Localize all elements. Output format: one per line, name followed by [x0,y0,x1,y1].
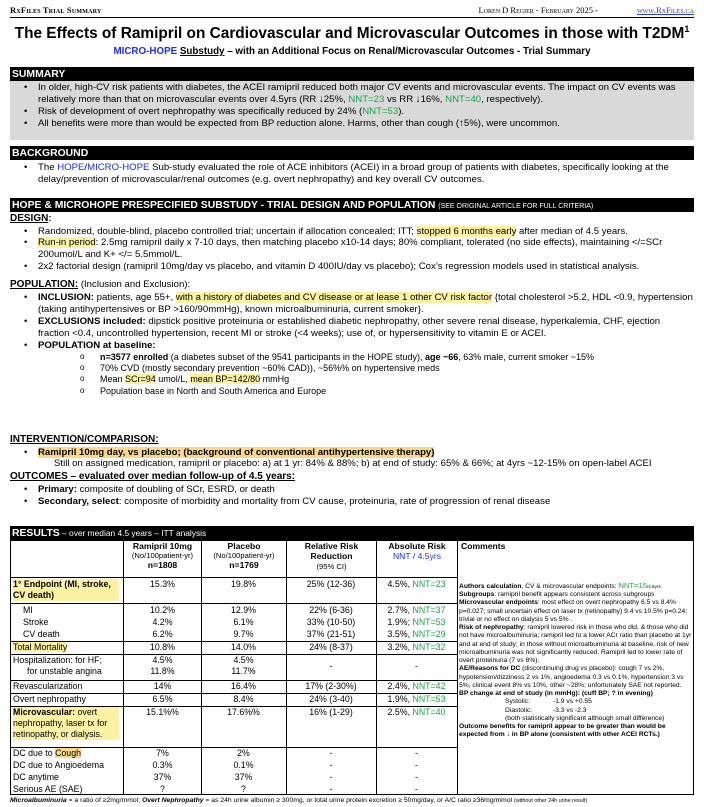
cell-arr [376,694,457,705]
secondary-outcome [10,496,694,508]
text: (No/100patient-yr) [213,551,275,561]
cell-placebo: 6.1% [233,617,254,627]
cell-ramipril: 7% [156,748,169,758]
row-label: CV death [23,629,60,639]
cell-rrr: 16% (1-29) [309,707,353,717]
text: (Inclusion and Exclusion): [78,279,191,291]
cell-ramipril: 15.1%% [146,707,179,717]
text: Relative Risk Reduction [304,541,359,562]
text: 2.7%, [387,605,413,615]
hope-name: HOPE [57,162,85,173]
text: = a ratio of ≥2mg/mmol; [66,797,142,804]
cell-arr: - [415,772,418,782]
text: Absolute Risk [388,541,446,551]
text: = as 24h urine albumin ≥ 300mg, or total urine protein excretion ≥ 50mg/day, or A/C ratio ≥36mg/mmol [203,797,515,804]
text: DC due to [13,748,56,758]
text: NNT / 4.5yrs [392,551,442,562]
nnt-value: NNT=23 [412,579,446,589]
text: (95% CI) [316,561,347,571]
row-rule [11,654,457,655]
text: -3.3 vs -2.3 [553,706,587,714]
row-rule [11,747,457,748]
population-label [10,279,694,292]
highlight: mean BP=142/80 [190,374,261,385]
summary-bullet-2 [10,106,694,118]
cell-arr [376,681,457,692]
text: ). [398,105,405,117]
text: Randomized, double-blind, placebo controlled trial; uncertain if allocation concealed; ITT; [38,225,417,237]
text: mmHg [260,374,290,385]
text: , respectively). [481,93,543,105]
baseline-sub-2 [10,363,694,374]
row-label [13,579,119,601]
text: n=1769 [229,560,259,571]
outcomes-label-text: OUTCOMES – evaluated over median follow-up of 4.5 years: [10,471,296,483]
results-heading-note: – over median 4.5 years – ITT analysis [59,528,207,538]
summary-heading-text: SUMMARY [12,69,66,80]
col-header-placebo [202,541,286,576]
cell-ramipril: 14% [153,681,172,691]
cell-placebo: 2% [237,748,250,758]
text: Authors calculation [459,583,522,590]
text: 11.7% [231,665,256,676]
comment-microvascular [459,599,695,624]
row-rule [11,680,457,681]
text: 1.9%; [387,617,413,627]
intervention-bullet [10,447,694,459]
inclusion-bullet [10,292,694,316]
col-header-arr [377,541,457,576]
comment-ae [459,665,695,690]
cell-arr: - [415,661,418,671]
highlight: SCr=94 [125,374,156,385]
baseline-sub-3 [10,374,694,385]
title-superscript: 1 [684,24,690,34]
design-bullet-3 [10,261,694,273]
row-label: Stroke [23,617,49,627]
cell-arr [376,579,457,590]
summary-bullet-1 [10,82,694,106]
comment-significance: (both statistically significant although small difference) [505,714,665,722]
text: 3.5%, [387,629,413,639]
text: -1.9 vs +0.55 [553,698,592,706]
running-header [10,4,694,18]
text: Microvascular: [13,707,76,717]
comment-subgroups [459,591,695,599]
cell-rrr: - [329,760,333,770]
subtitle-substudy: Substudy [179,46,225,57]
text: 4.5% [233,655,254,665]
text: Overt Nephropathy [141,797,204,804]
text: 70% CVD (mostly secondary prevention ~60% CAD)), ~56%% on hypertensive meds [100,363,440,374]
text: , 63% male, current smoker ~15% [458,351,595,362]
highlight: Run-in period [38,237,96,249]
cell-placebo: 0.1% [233,760,254,770]
highlight: with a history of diabetes and CV disease or at lease 1 other CV risk factor [175,291,493,303]
text: for unstable angina [27,665,102,676]
cell-arr [376,707,457,718]
text: 25%, [323,93,349,105]
text: 1.9%, [387,694,413,704]
outcomes-label [10,471,694,484]
text: Sub-study evaluated the role of ACE inhibitors (ACEI) in a broad group of patients with diabetes, specifically looking at the delay/prevention of microvascular/renal outcomes (e.g. overt nephropathy) and key overall CV outcomes. [38,162,669,185]
text: /4.5yrs [646,584,661,589]
comment-bp-change: BP change at end of study (in mmHg): (cuff BP; ? in evening) [459,690,653,698]
design-heading-text: HOPE & MICROHOPE PRESPECIFIED SUBSTUDY - TRIAL DESIGN AND POPULATION [12,200,436,211]
nnt-value: NNT=15 [618,581,647,590]
exclusion-bullet [10,316,694,340]
comment-diastolic [459,707,695,715]
row-label [13,748,123,759]
nnt-value: NNT=32 [412,642,446,652]
footnote [10,797,694,805]
comment-nephropathy [459,624,695,665]
text: {total cholesterol >5.2, HDL <0.9, hypertension (taking antihypertensives or BP >160/90mmHg), known microalbuminuria, current smoker}. [38,291,693,315]
background-bullet [10,162,694,186]
cell-placebo: 16.4% [231,681,256,691]
text: Diastolic: [505,706,533,714]
row-rule [11,693,457,694]
results-heading [10,526,694,540]
cell-rrr: 17% (2-30%) [305,681,357,691]
cell-placebo: ? [241,784,246,794]
design-bullet-2 [10,237,694,261]
cell-ramipril: 0.3% [152,760,173,770]
header-author: Loren D Regier - February 2025 - [478,5,598,15]
cell-placebo: 14.0% [231,642,256,652]
population-label-text: POPULATION: [10,279,79,291]
text: age ~66 [424,351,459,362]
label: Secondary, select [38,495,119,507]
text: Still on assigned medication, ramipril or placebo: a) at 1 yr: 84% & 88%; b) at end of study: 65% & 66%; at 4yrs ~12-15% on open-label ACEI [54,458,652,470]
background-heading-text: BACKGROUND [12,148,89,159]
cell-placebo [201,655,286,677]
intervention-label-text: INTERVENTION/COMPARISON: [10,434,159,445]
cell-rrr: - [329,661,333,671]
cell-ramipril: ? [160,784,165,794]
row-rule [11,706,457,707]
cell-ramipril: 15.3% [150,579,175,589]
label: INCLUSION: [38,291,94,303]
label: Primary: [38,483,77,495]
background-heading [10,146,694,160]
summary-list [10,82,694,130]
cell-ramipril: 6.2% [152,629,173,639]
text: : ramipril lowered risk in those who did, & those who did not have microalbuminuria; ramipril led to a lower ACr ratio than placebo at 1yr and at end of study; in those without microalbuminuria at baseline, risk of new microalbuminuria was not significantly reduced. Ramipril led to lower rate of overt proteinuria (7 vs 8%). [459,624,692,665]
text: dipstick positive proteinuria or established diabetic nephropathy, other severe renal disease, hyperkalemia, CHF, ejection fraction <0.4, uncontrolled hypertension, recent MI or stroke (<4 weeks); use of, or hypersensitivity to vitamin E or ACEI. [38,315,661,339]
col-header-rrr [287,541,376,576]
row-rule [11,603,457,604]
text: vs RR [384,93,416,105]
row-label [13,655,123,677]
cell-rrr: 25% (12-36) [306,579,356,589]
cell-ramipril: 6.5% [152,694,173,704]
nnt-value: NNT=23 [348,93,385,105]
design-body [10,213,694,397]
label: POPULATION at baseline: [38,339,156,351]
nnt-value: NNT=53 [412,617,446,627]
text: : ramipril benefit appears consistent across subgroups [494,591,655,599]
text: Ramipril 10mg [132,541,193,551]
cell-rrr: 22% (6-36) [309,605,353,615]
text: n=1808 [147,560,178,571]
cell-ramipril: 10.2% [150,605,175,615]
text: In older, high-CV risk patients with diabetes, the ACEI ramipril reduced both major CV events and microvascular events. The impact on CV events was relatively more than that on microvascular events over 4.5yrs (RR [38,82,676,105]
cell-rrr: 33% (10-50) [306,617,356,627]
text: Total Mortality [13,642,68,652]
highlight: stopped 6 months early [416,225,517,237]
nnt-value: NNT=29 [412,629,446,639]
summary-heading [10,67,694,81]
title-text: The Effects of Ramipril on Cardiovascular and Microvascular Outcomes in those with T2DM [14,25,685,43]
comment-systolic [459,698,695,706]
text: Subgroups [459,591,495,599]
text: 11.8% [150,665,175,676]
row-label [13,642,123,653]
comments-column [459,581,695,739]
text: Systolic: [505,698,530,706]
summary-bullet-3 [10,118,694,130]
cell-ramipril [124,655,201,677]
design-label [10,213,694,226]
text: / [84,162,88,173]
intervention-label [10,434,694,447]
nnt-value: NNT=40 [445,93,482,105]
cell-ramipril: 37% [153,772,172,782]
text: : 2.5mg ramipril daily x 7-10 days, then matching placebo x10-14 days; 80% compliant, tolerated (no side effects), maintaining </=SCr 200umol/L and K+ </= 5.5mmol/L. [38,237,663,261]
baseline-bullet [10,340,694,352]
cell-arr [376,617,457,628]
cell-arr: - [415,748,418,758]
text: (without other 24h urine result) [514,798,588,804]
text: 3.2%, [387,642,413,652]
text: (discontinuing drug vs placebo): cough 7 vs 2%, hypotension/dizziness 2 vs 1%, angioedema 0.3 vs 0.1%, hypertension 3 vs 5%, clinical event 8% vs 10%, other ~28%; unfortunately SAE not reported. [459,665,684,689]
nnt-value: NNT=40 [412,707,446,717]
cell-arr: - [415,784,418,794]
row-label: DC due to Angioedema [13,760,104,770]
text: All benefits were more than would be expected from BP reduction alone. Harms, other than cough ( [38,117,460,129]
cell-arr [376,629,457,640]
text: : most effect on overt nephropathy 6.5 vs 8.4% p=0.027; small uncertain effect on laser tx (retinopathy) 9.4 vs 10.5% p=0.24; trivial or no effect on dialysis 5 vs 5% . [459,599,688,623]
highlight: Cough [55,748,81,758]
text: Comments [461,541,506,551]
results-table [10,540,694,795]
design-heading-note: (SEE ORIGINAL ARTICLE FOR FULL CRITERIA) [438,203,594,210]
design-bullet-1 [10,226,694,238]
primary-outcome [10,484,694,496]
text: AE/Reasons for DC [459,665,521,673]
text: Microvascular endpoints [459,599,538,607]
highlight: Ramipril 10mg day, vs placebo; (background of conventional antihypertensive therapy) [38,446,435,458]
text: 2.5%, [387,707,413,717]
subtitle-study: MICRO-HOPE [113,46,178,57]
intervention-adherence [10,458,694,470]
row-label: Revascularization [13,681,83,691]
text: patients, age 55+, [93,291,176,303]
design-heading [10,198,694,212]
comment-authors [459,581,695,591]
text: 2.4%, [387,681,413,691]
down-arrow-icon: ↓ [319,93,324,105]
cell-arr: - [415,760,418,770]
text: Microalbuminuria [10,797,67,804]
header-url-link[interactable]: www.RxFiles.ca [637,5,694,15]
cell-placebo: 9.7% [233,629,254,639]
page-subtitle [0,46,704,58]
up-arrow-icon: ↑ [459,117,464,129]
header-rule [11,577,457,578]
text: 16%, [420,93,446,105]
text: Placebo [227,541,261,551]
cell-rrr: - [329,784,333,794]
row-label: Overt nephropathy [13,694,86,704]
cell-ramipril: 10.8% [150,642,175,652]
baseline-sub-1 [10,352,694,363]
text: : [48,213,52,224]
results-heading-text: RESULTS [12,528,60,539]
text: Risk of nephropathy [459,624,524,632]
table-row [11,579,457,603]
cell-placebo: 37% [234,772,253,782]
down-arrow-icon: ↓ [415,93,421,105]
row-rule [11,641,457,642]
cell-rrr: 24% (3-40) [309,694,353,704]
cell-placebo: 19.8% [231,579,256,589]
row-label: MI [23,605,33,615]
text: , CV & microvascular endpoints: [521,583,619,590]
text: umol/L, [155,374,191,385]
text: 5%), were uncommon. [463,117,560,129]
text: n=3577 enrolled [100,351,169,362]
comment-outcome-benefit: Outcome benefits for ramipril appear to be greater than would be expected from ↓ in BP alone (consistent with other ACEI RCTs.) [459,722,666,739]
cell-arr [376,642,457,653]
nnt-value: NNT=53 [412,694,446,704]
text: overt nephropathy, laser tx for retinopathy, or dialysis. [13,707,108,739]
text: (No/100patient-yr) [131,551,194,561]
text: 4.5% [152,655,173,665]
cell-placebo: 17.6%% [227,707,260,717]
cell-arr [376,605,457,616]
cell-rrr: - [329,748,333,758]
design-label-text: DESIGN [10,213,49,224]
col-header-comments [461,541,561,576]
cell-rrr: 37% (21-51) [306,629,356,639]
cell-rrr: 24% (8-37) [309,642,353,652]
row-label [13,707,119,740]
cell-placebo: 12.9% [231,605,256,615]
text: after median of 4.5 years. [516,225,628,237]
nnt-value: NNT=42 [412,681,446,691]
text: (a diabetes subset of the 9541 participants in the HOPE study), [168,351,425,362]
baseline-sub-4 [10,386,694,397]
text: 1° Endpoint (MI, stroke, CV death) [13,579,111,600]
cell-placebo: 8.4% [233,694,254,704]
label: EXCLUSIONS included: [38,315,146,327]
micro-hope-name: MICRO-HOPE [87,162,150,173]
text: Risk of development of overt nephropathy was specifically reduced by 24% ( [38,105,363,117]
cell-rrr: - [329,772,333,782]
text: Population base in North and South America and Europe [100,385,327,396]
text: 4.5%, [387,579,413,589]
column-divider [457,541,458,794]
nnt-value: NNT=37 [412,605,446,615]
nnt-value: NNT=53 [362,105,399,117]
subtitle-rest: – with an Additional Focus on Renal/Microvascular Outcomes - Trial Summary [224,46,591,57]
text: : composite of morbidity and mortality from CV cause, proteinuria, rate of progression of renal disease [118,495,551,507]
text: composite of doubling of SCr, ESRD, or death [76,483,275,495]
text: Mean [100,374,126,385]
text: Hospitalization: for HF; [13,655,102,665]
intervention-section [10,434,694,508]
col-header-ramipril [124,541,201,576]
row-label: Serious AE (SAE) [13,784,83,794]
background-body [10,162,694,186]
page-title [0,24,704,43]
text: The [38,162,58,173]
cell-ramipril: 4.2% [152,617,173,627]
header-left: RxFiles Trial Summary [10,5,102,15]
row-label: DC anytime [13,772,59,782]
text: 2x2 factorial design (ramipril 10mg/day vs placebo, and vitamin D 400IU/day vs placebo); Cox’s regression models used in statistical analysis. [38,261,640,273]
